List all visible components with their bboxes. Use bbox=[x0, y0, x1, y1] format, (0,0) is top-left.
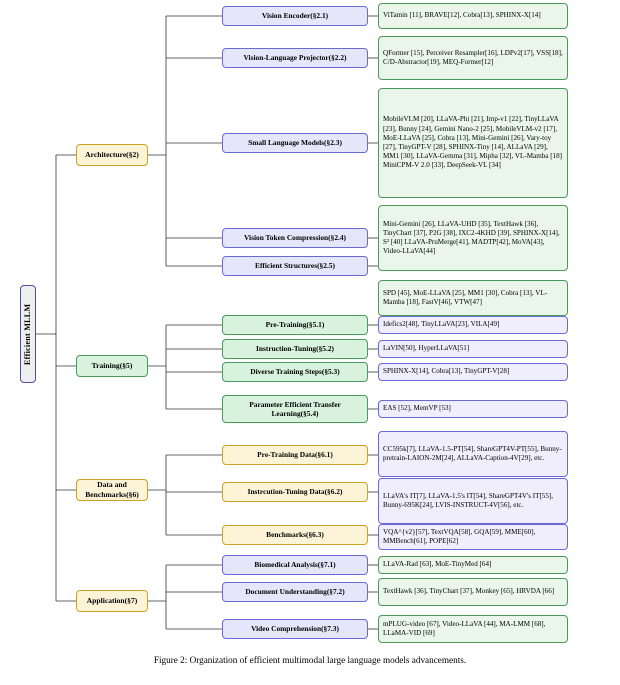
branch-node-application bbox=[76, 590, 148, 612]
branch-label-architecture: Architecture(§2) bbox=[85, 150, 139, 160]
subnode-label-vision-token-compression: Vision Token Compression(§2.4) bbox=[243, 233, 347, 243]
subnode-label-document-understanding: Document Understanding(§7.2) bbox=[245, 587, 345, 597]
leaf-text-efficient-structures: SPD [45], MoE-LLaVA [25], MM1 [30], Cobra [13], VL-Mamba [18], FastV[46], VTW[47] bbox=[383, 288, 548, 306]
leaf-text-pre-training-data: CC595k[7], LLaVA-1.5-PT[54], ShareGPT4V-PT[55], Bunny-pretrain-LAION-2M[24], ALLaVA-Caption-4V[29], etc. bbox=[383, 444, 562, 462]
subnode-document-understanding bbox=[222, 582, 368, 602]
root-label: Efficient MLLM bbox=[22, 303, 32, 365]
subnode-label-instruction-tuning: Instruction-Tuning(§5.2) bbox=[256, 344, 334, 354]
subnode-vision-token-compression bbox=[222, 228, 368, 248]
subnode-video-comprehension bbox=[222, 619, 368, 639]
leaf-text-vision-encoder: ViTamin [11], BRAVE[12], Cobra[13], SPHINX-X[14] bbox=[383, 11, 541, 20]
branch-node-data-and-benchmarks bbox=[76, 479, 148, 501]
subnode-diverse-training-steps bbox=[222, 362, 368, 382]
subnode-label-instruction-tuning-data: Instrcution-Tuning Data(§6.2) bbox=[247, 487, 343, 497]
subnode-label-biomedical-analysis: Biomedical Analysis(§7.1) bbox=[254, 560, 336, 570]
subnode-label-benchmarks: Benchmarks(§6.3) bbox=[266, 530, 324, 540]
subnode-label-diverse-training-steps: Diverse Training Steps(§5.3) bbox=[250, 367, 340, 377]
branch-label-training: Training(§5) bbox=[91, 361, 133, 371]
subnode-label-vision-language-projector: Vision-Language Projector(§2.2) bbox=[243, 53, 347, 63]
root-node-efficient-mllm bbox=[20, 285, 36, 383]
branch-node-architecture bbox=[76, 144, 148, 166]
leaf-instruction-tuning bbox=[378, 340, 568, 358]
subnode-label-pre-training-data: Pre-Training Data(§6.1) bbox=[257, 450, 333, 460]
leaf-text-vision-token-compression: Mini-Gemini [26], LLaVA-UHD [35], TextHawk [36], TinyChart [37], P2G [38], IXC2-4KHD [39], SPHINX-X[14], S² [40] LLaVA-PruMerge[41], MADTP[42], MoVA[43], Video-LLaVA[44] bbox=[383, 219, 560, 256]
subnode-label-efficient-structures: Efficient Structures(§2.5) bbox=[255, 261, 335, 271]
subnode-parameter-efficient-transfer-learning bbox=[222, 395, 368, 423]
subnode-label-video-comprehension: Video Comprehension(§7.3) bbox=[251, 624, 339, 634]
subnode-biomedical-analysis bbox=[222, 555, 368, 575]
leaf-text-video-comprehension: mPLUG-video [67], Video-LLaVA [44], MA-LMM [68], LLaMA-VID [69] bbox=[383, 619, 546, 637]
leaf-document-understanding bbox=[378, 578, 568, 606]
leaf-video-comprehension bbox=[378, 615, 568, 643]
branch-label-application: Application(§7) bbox=[86, 596, 138, 606]
leaf-text-diverse-training-steps: SPHINX-X[14], Cobra[13], TinyGPT-V[28] bbox=[383, 367, 510, 376]
leaf-parameter-efficient-transfer-learning bbox=[378, 400, 568, 418]
leaf-text-small-language-models: MobileVLM [20], LLaVA-Phi [21], Imp-v1 [22], TinyLLaVA [23], Bunny [24], Gemini Nano-2 [25], MobileVLM-v2 [17], MoE-LLaVA [25], Cobra [13], Mini-Gemini [26], Vary-toy [27], TinyGPT-V [28], SPHINX-Tiny [14], ALLaVA [29], MM1 [30], LLaVA-Gemma [31], Mipha [32], VL-Mamba [18] MiniCPM-V 2.0 [33], DeepSeek-VL [34] bbox=[383, 115, 563, 170]
subnode-efficient-structures bbox=[222, 256, 368, 276]
subnode-vision-encoder bbox=[222, 6, 368, 26]
leaf-text-biomedical-analysis: LLaVA-Rad [63], MoE-TinyMed [64] bbox=[383, 560, 492, 569]
leaf-text-document-understanding: TextHawk [36], TinyChart [37], Monkey [65], HRVDA [66] bbox=[383, 587, 555, 596]
leaf-vision-language-projector bbox=[378, 36, 568, 80]
leaf-text-parameter-efficient-transfer-learning: EAS [52], MemVP [53] bbox=[383, 404, 451, 413]
leaf-instruction-tuning-data bbox=[378, 478, 568, 524]
subnode-small-language-models bbox=[222, 133, 368, 153]
leaf-efficient-structures bbox=[378, 280, 568, 316]
figure-caption: Figure 2: Organization of efficient multimodal large language models advancements. bbox=[153, 655, 467, 665]
leaf-text-instruction-tuning-data: LLaVA's IT[7], LLaVA-1.5's IT[54], ShareGPT4V's IT[55], Bunny-695K[24], LVIS-INSTRUCT-4V[56], etc. bbox=[383, 491, 554, 509]
leaf-text-benchmarks: VQA^{v2}[57], TextVQA[58], GQA[59], MME[60], MMBench[61], POPE[62] bbox=[383, 527, 536, 545]
leaf-diverse-training-steps bbox=[378, 363, 568, 381]
branch-label-data-and-benchmarks: Data and Benchmarks(§6) bbox=[85, 480, 139, 499]
leaf-vision-token-compression bbox=[378, 205, 568, 271]
subnode-instruction-tuning bbox=[222, 339, 368, 359]
subnode-label-vision-encoder: Vision Encoder(§2.1) bbox=[261, 11, 329, 21]
leaf-pre-training bbox=[378, 316, 568, 334]
subnode-label-parameter-efficient-transfer-learning: Parameter Efficient Transfer Learning(§5.4) bbox=[249, 399, 341, 418]
leaf-pre-training-data bbox=[378, 431, 568, 477]
branch-node-training bbox=[76, 355, 148, 377]
subnode-benchmarks bbox=[222, 525, 368, 545]
leaf-biomedical-analysis bbox=[378, 556, 568, 574]
leaf-text-pre-training: Idefics2[48], TinyLLaVA[23], VILA[49] bbox=[383, 320, 500, 329]
subnode-vision-language-projector bbox=[222, 48, 368, 68]
subnode-label-small-language-models: Small Language Models(§2.3) bbox=[248, 138, 342, 148]
leaf-text-instruction-tuning: LaVIN[50], HyperLLaVA[51] bbox=[383, 344, 470, 353]
subnode-label-pre-training: Pre-Training(§5.1) bbox=[265, 320, 325, 330]
leaf-vision-encoder bbox=[378, 3, 568, 29]
leaf-small-language-models bbox=[378, 88, 568, 198]
subnode-instruction-tuning-data bbox=[222, 482, 368, 502]
subnode-pre-training-data bbox=[222, 445, 368, 465]
leaf-text-vision-language-projector: QFormer [15], Perceiver Resampler[16], LDPv2[17], VSS[18], C/D-Abstractor[19], MEQ-Former[12] bbox=[383, 48, 563, 66]
leaf-benchmarks bbox=[378, 524, 568, 550]
subnode-pre-training bbox=[222, 315, 368, 335]
